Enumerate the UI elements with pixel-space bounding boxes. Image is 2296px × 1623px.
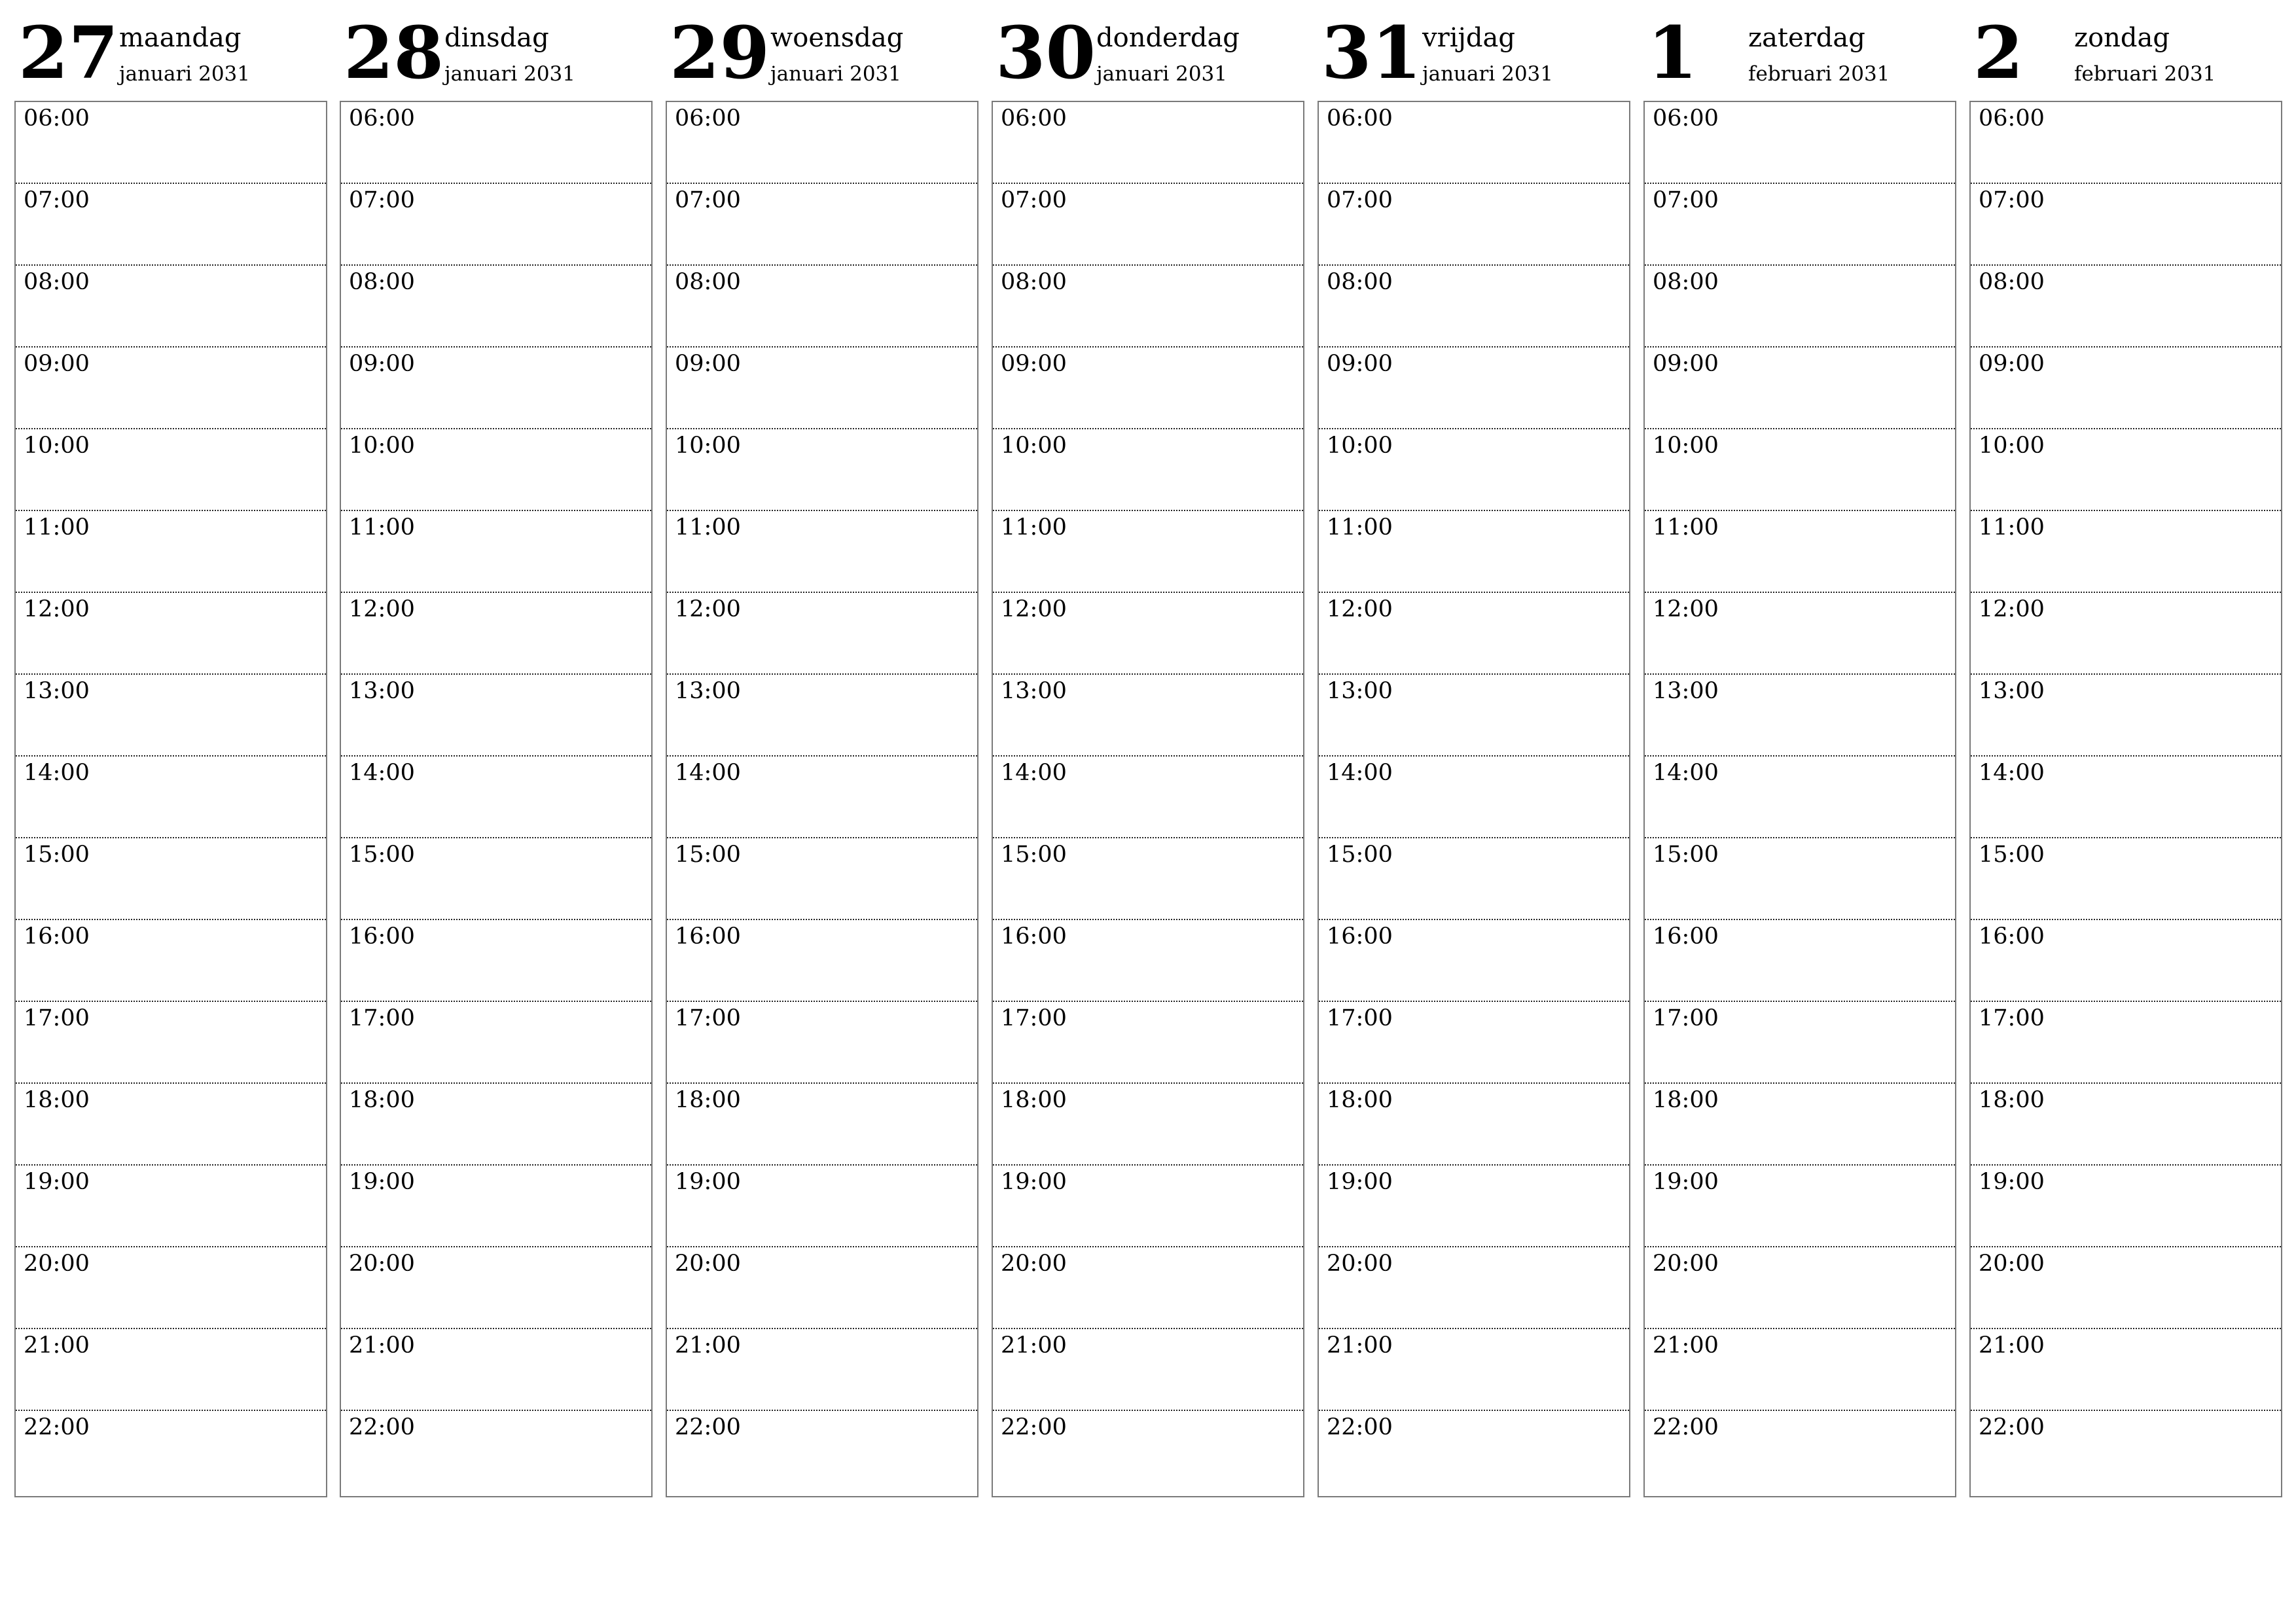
time-label: 17:00 [1653,1005,1719,1031]
time-slot[interactable] [341,675,651,757]
time-label: 14:00 [1653,760,1719,786]
time-slot[interactable] [667,1166,977,1247]
time-label: 09:00 [349,351,415,377]
time-slot[interactable] [1645,1166,1955,1247]
time-slot[interactable] [1319,511,1629,593]
time-label: 20:00 [1327,1251,1393,1277]
hour-grid [1318,101,1630,1497]
time-slot[interactable] [1319,593,1629,675]
time-label: 18:00 [675,1087,741,1113]
time-label: 13:00 [675,678,741,704]
time-slot[interactable] [1319,1166,1629,1247]
time-slot[interactable] [667,593,977,675]
time-label: 11:00 [349,514,415,541]
time-slot[interactable] [1971,184,2281,266]
time-label: 21:00 [1001,1332,1067,1359]
time-label: 19:00 [1001,1169,1067,1195]
day-number: 31 [1321,10,1422,95]
time-label: 21:00 [1327,1332,1393,1359]
time-label: 19:00 [349,1169,415,1195]
time-label: 08:00 [675,269,741,295]
time-slot[interactable] [16,348,326,429]
time-label: 19:00 [675,1169,741,1195]
time-label: 14:00 [1979,760,2045,786]
time-slot[interactable] [341,1329,651,1411]
time-label: 16:00 [1327,923,1393,950]
day-header [14,0,327,101]
time-slot[interactable] [993,593,1303,675]
time-slot[interactable] [993,348,1303,429]
time-label: 11:00 [1979,514,2045,541]
time-slot[interactable] [993,757,1303,838]
time-label: 12:00 [1653,596,1719,622]
time-slot[interactable] [1319,920,1629,1002]
time-label: 17:00 [675,1005,741,1031]
time-slot[interactable] [1645,675,1955,757]
time-slot[interactable] [1971,429,2281,511]
time-label: 17:00 [24,1005,90,1031]
time-label: 09:00 [675,351,741,377]
time-slot[interactable] [1319,838,1629,920]
time-label: 12:00 [1327,596,1393,622]
time-slot[interactable] [993,1084,1303,1166]
time-label: 16:00 [675,923,741,950]
time-label: 12:00 [1001,596,1067,622]
time-label: 15:00 [1653,842,1719,868]
hour-grid [1643,101,1956,1497]
time-slot[interactable] [667,838,977,920]
time-slot[interactable] [1971,757,2281,838]
time-slot[interactable] [1971,838,2281,920]
day-column [992,0,1304,1440]
time-label: 13:00 [349,678,415,704]
time-slot[interactable] [667,184,977,266]
time-slot[interactable] [1971,511,2281,593]
day-header [1318,0,1630,101]
time-slot[interactable] [1319,757,1629,838]
day-header [666,0,978,101]
time-label: 21:00 [24,1332,90,1359]
time-slot[interactable] [993,1166,1303,1247]
time-slot[interactable] [16,429,326,511]
time-slot[interactable] [993,1329,1303,1411]
time-label: 07:00 [349,187,415,213]
time-label: 10:00 [1327,433,1393,459]
time-label: 10:00 [349,433,415,459]
time-slot[interactable] [1319,429,1629,511]
time-label: 16:00 [349,923,415,950]
day-number: 29 [670,10,770,95]
weekday-name: dinsdag [444,23,549,53]
time-slot[interactable] [1319,675,1629,757]
time-slot[interactable] [667,102,977,184]
time-slot[interactable] [16,675,326,757]
time-slot[interactable] [993,1411,1303,1493]
time-slot[interactable] [667,1329,977,1411]
day-number: 28 [344,10,444,95]
time-slot[interactable] [667,757,977,838]
time-label: 06:00 [1001,105,1067,132]
time-slot[interactable] [993,511,1303,593]
time-label: 13:00 [24,678,90,704]
time-label: 19:00 [1979,1169,2045,1195]
time-slot[interactable] [1319,1411,1629,1493]
time-label: 22:00 [349,1414,415,1440]
time-slot[interactable] [16,838,326,920]
time-slot[interactable] [1645,838,1955,920]
time-label: 07:00 [24,187,90,213]
time-label: 10:00 [1001,433,1067,459]
time-slot[interactable] [667,675,977,757]
hour-grid [666,101,978,1497]
time-slot[interactable] [1319,348,1629,429]
time-slot[interactable] [341,593,651,675]
day-number: 2 [1973,10,2024,95]
time-label: 20:00 [1979,1251,2045,1277]
time-slot[interactable] [667,266,977,348]
time-slot[interactable] [16,1411,326,1493]
time-label: 14:00 [675,760,741,786]
time-label: 12:00 [349,596,415,622]
weekday-name: maandag [119,23,242,53]
time-slot[interactable] [16,511,326,593]
time-label: 07:00 [1979,187,2045,213]
time-slot[interactable] [341,266,651,348]
time-label: 09:00 [1001,351,1067,377]
time-slot[interactable] [1645,1084,1955,1166]
hour-grid [14,101,327,1497]
time-label: 19:00 [1653,1169,1719,1195]
time-label: 18:00 [24,1087,90,1113]
time-label: 21:00 [1653,1332,1719,1359]
time-slot[interactable] [341,348,651,429]
time-slot[interactable] [341,920,651,1002]
time-label: 10:00 [1653,433,1719,459]
time-label: 08:00 [1327,269,1393,295]
time-label: 19:00 [1327,1169,1393,1195]
time-label: 11:00 [24,514,90,541]
time-label: 06:00 [349,105,415,132]
time-label: 13:00 [1979,678,2045,704]
time-slot[interactable] [1645,429,1955,511]
time-label: 07:00 [675,187,741,213]
time-label: 17:00 [1001,1005,1067,1031]
time-slot[interactable] [341,1411,651,1493]
time-label: 16:00 [1653,923,1719,950]
time-label: 10:00 [675,433,741,459]
day-number: 30 [996,10,1096,95]
time-label: 22:00 [1979,1414,2045,1440]
time-slot[interactable] [16,1329,326,1411]
time-label: 11:00 [1653,514,1719,541]
time-label: 20:00 [1001,1251,1067,1277]
weekday-name: vrijdag [1422,23,1515,53]
time-slot[interactable] [16,1247,326,1329]
time-slot[interactable] [667,920,977,1002]
time-label: 14:00 [24,760,90,786]
time-slot[interactable] [341,102,651,184]
month-year: januari 2031 [1096,62,1227,86]
time-slot[interactable] [1645,1247,1955,1329]
time-slot[interactable] [1971,266,2281,348]
time-label: 15:00 [1979,842,2045,868]
month-year: januari 2031 [770,62,901,86]
time-slot[interactable] [16,1166,326,1247]
weekday-name: zaterdag [1748,23,1865,53]
time-slot[interactable] [667,1002,977,1084]
month-year: februari 2031 [2074,62,2216,86]
time-label: 10:00 [24,433,90,459]
time-label: 22:00 [675,1414,741,1440]
time-slot[interactable] [993,266,1303,348]
time-label: 16:00 [1979,923,2045,950]
hour-grid [1969,101,2282,1497]
time-slot[interactable] [16,593,326,675]
time-label: 11:00 [675,514,741,541]
hour-grid [992,101,1304,1497]
time-slot[interactable] [341,1002,651,1084]
time-slot[interactable] [1645,102,1955,184]
day-column [14,0,327,1440]
time-slot[interactable] [16,102,326,184]
time-slot[interactable] [1645,348,1955,429]
time-label: 20:00 [1653,1251,1719,1277]
time-slot[interactable] [1971,675,2281,757]
time-label: 09:00 [1327,351,1393,377]
time-label: 14:00 [1001,760,1067,786]
time-label: 21:00 [349,1332,415,1359]
time-label: 17:00 [1327,1005,1393,1031]
time-label: 08:00 [1979,269,2045,295]
time-slot[interactable] [341,838,651,920]
time-label: 07:00 [1653,187,1719,213]
time-slot[interactable] [1319,1329,1629,1411]
time-label: 13:00 [1001,678,1067,704]
time-slot[interactable] [1645,593,1955,675]
time-slot[interactable] [667,511,977,593]
time-slot[interactable] [1971,920,2281,1002]
time-slot[interactable] [1645,511,1955,593]
time-label: 10:00 [1979,433,2045,459]
time-slot[interactable] [16,757,326,838]
time-label: 17:00 [349,1005,415,1031]
time-label: 06:00 [1979,105,2045,132]
time-slot[interactable] [667,348,977,429]
time-slot[interactable] [1645,920,1955,1002]
time-slot[interactable] [993,1247,1303,1329]
time-label: 11:00 [1327,514,1393,541]
time-label: 07:00 [1001,187,1067,213]
time-label: 12:00 [1979,596,2045,622]
time-slot[interactable] [667,1247,977,1329]
time-slot[interactable] [16,1084,326,1166]
day-column [666,0,978,1440]
time-slot[interactable] [1319,1084,1629,1166]
time-label: 06:00 [1653,105,1719,132]
time-slot[interactable] [16,920,326,1002]
time-slot[interactable] [1971,1002,2281,1084]
time-slot[interactable] [1645,1411,1955,1493]
time-slot[interactable] [1971,1084,2281,1166]
time-slot[interactable] [341,184,651,266]
time-label: 17:00 [1979,1005,2045,1031]
time-label: 16:00 [24,923,90,950]
time-slot[interactable] [1319,102,1629,184]
day-header [1969,0,2282,101]
time-label: 18:00 [1327,1087,1393,1113]
time-label: 18:00 [1979,1087,2045,1113]
time-slot[interactable] [16,1002,326,1084]
time-slot[interactable] [1971,1166,2281,1247]
time-slot[interactable] [993,184,1303,266]
hour-grid [340,101,653,1497]
time-label: 20:00 [349,1251,415,1277]
time-slot[interactable] [341,511,651,593]
time-label: 20:00 [24,1251,90,1277]
time-label: 21:00 [675,1332,741,1359]
time-label: 07:00 [1327,187,1393,213]
time-label: 06:00 [24,105,90,132]
time-label: 15:00 [1327,842,1393,868]
day-header [992,0,1304,101]
time-slot[interactable] [1971,1329,2281,1411]
weekday-name: woensdag [770,23,904,53]
time-slot[interactable] [667,1411,977,1493]
weekday-name: donderdag [1096,23,1240,53]
month-year: januari 2031 [1422,62,1553,86]
time-label: 13:00 [1653,678,1719,704]
time-label: 19:00 [24,1169,90,1195]
time-label: 15:00 [349,842,415,868]
time-label: 11:00 [1001,514,1067,541]
time-slot[interactable] [1645,757,1955,838]
time-slot[interactable] [1645,184,1955,266]
time-slot[interactable] [1971,1247,2281,1329]
time-label: 06:00 [1327,105,1393,132]
time-label: 15:00 [675,842,741,868]
time-label: 08:00 [1653,269,1719,295]
time-slot[interactable] [1971,1411,2281,1493]
day-column [1643,0,1956,1440]
time-slot[interactable] [341,429,651,511]
time-slot[interactable] [341,1166,651,1247]
time-label: 09:00 [24,351,90,377]
time-slot[interactable] [1971,593,2281,675]
time-label: 08:00 [349,269,415,295]
time-label: 15:00 [1001,842,1067,868]
time-slot[interactable] [16,184,326,266]
day-header [1643,0,1956,101]
day-column [1318,0,1630,1440]
time-label: 14:00 [1327,760,1393,786]
time-slot[interactable] [667,429,977,511]
time-slot[interactable] [1319,1002,1629,1084]
time-slot[interactable] [1319,1247,1629,1329]
time-slot[interactable] [1645,266,1955,348]
time-label: 14:00 [349,760,415,786]
time-slot[interactable] [993,838,1303,920]
time-slot[interactable] [667,1084,977,1166]
time-slot[interactable] [1971,102,2281,184]
time-slot[interactable] [16,266,326,348]
time-slot[interactable] [993,102,1303,184]
time-slot[interactable] [341,1247,651,1329]
day-number: 1 [1647,10,1698,95]
day-header [340,0,653,101]
time-slot[interactable] [993,1002,1303,1084]
time-slot[interactable] [1319,266,1629,348]
day-column [1969,0,2282,1440]
time-slot[interactable] [993,675,1303,757]
weekday-name: zondag [2074,23,2170,53]
time-slot[interactable] [1645,1002,1955,1084]
time-slot[interactable] [341,757,651,838]
time-label: 22:00 [1001,1414,1067,1440]
day-column [340,0,653,1440]
time-label: 18:00 [349,1087,415,1113]
time-label: 20:00 [675,1251,741,1277]
time-label: 21:00 [1979,1332,2045,1359]
time-label: 22:00 [24,1414,90,1440]
time-slot[interactable] [1319,184,1629,266]
month-year: februari 2031 [1748,62,1890,86]
time-label: 09:00 [1653,351,1719,377]
time-label: 22:00 [1327,1414,1393,1440]
time-label: 18:00 [1001,1087,1067,1113]
day-number: 27 [18,10,119,95]
month-year: januari 2031 [119,62,250,86]
time-label: 12:00 [675,596,741,622]
time-slot[interactable] [1971,348,2281,429]
time-label: 13:00 [1327,678,1393,704]
time-slot[interactable] [1645,1329,1955,1411]
month-year: januari 2031 [444,62,575,86]
time-label: 08:00 [24,269,90,295]
time-slot[interactable] [993,920,1303,1002]
time-label: 16:00 [1001,923,1067,950]
time-label: 15:00 [24,842,90,868]
time-label: 09:00 [1979,351,2045,377]
time-label: 08:00 [1001,269,1067,295]
time-label: 18:00 [1653,1087,1719,1113]
time-slot[interactable] [993,429,1303,511]
time-label: 12:00 [24,596,90,622]
time-label: 22:00 [1653,1414,1719,1440]
time-slot[interactable] [341,1084,651,1166]
time-label: 06:00 [675,105,741,132]
